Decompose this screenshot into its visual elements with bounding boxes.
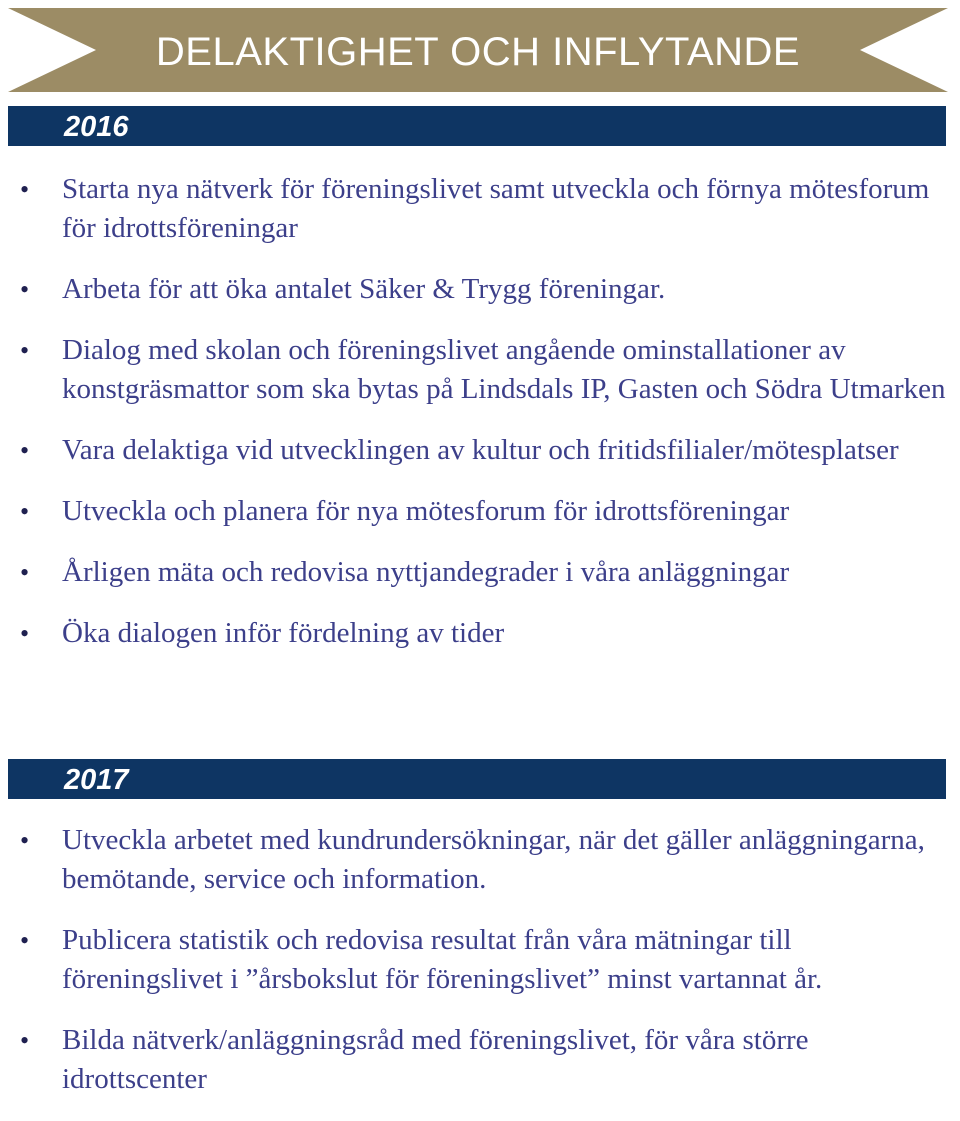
bullet-list-2017 (0, 821, 960, 1121)
title-banner (8, 8, 948, 92)
list-item (0, 821, 960, 899)
item-text: Öka dialogen inför fördelning av tider (62, 617, 505, 649)
page-title: DELAKTIGHET OCH INFLYTANDE (155, 30, 801, 74)
item-text: Utveckla arbetet med kundrundersökningar, när det gäller anläggningarna, bemötande, service och information. (62, 824, 925, 895)
item-text: Dialog med skolan och föreningslivet angående ominstallationer av konstgräsmattor som ska bytas på Lindsdals IP, Gasten och Södra Utmarken (62, 334, 946, 405)
item-text: Bilda nätverk/anläggningsråd med föreningslivet, för våra större idrottscenter (62, 1024, 809, 1095)
year-label: 2016 (64, 111, 129, 143)
list-item (0, 1021, 960, 1099)
list-item (0, 614, 960, 653)
bullet-icon: • (20, 436, 30, 465)
bullet-icon: • (20, 275, 30, 304)
list-item (0, 553, 960, 592)
list-item (0, 492, 960, 531)
list-item (0, 331, 960, 409)
bullet-icon: • (20, 558, 30, 587)
bullet-icon: • (20, 926, 30, 955)
bullet-icon: • (20, 175, 30, 204)
bullet-icon: • (20, 497, 30, 526)
bullet-icon: • (20, 826, 30, 855)
list-item (0, 170, 960, 248)
list-item (0, 431, 960, 470)
item-text: Arbeta för att öka antalet Säker & Trygg föreningar. (62, 273, 666, 305)
bullet-icon: • (20, 1026, 30, 1055)
year-header-2016 (8, 106, 946, 146)
item-text: Starta nya nätverk för föreningslivet samt utveckla och förnya mötesforum för idrottsföreningar (62, 173, 930, 244)
item-text: Vara delaktiga vid utvecklingen av kultur och fritidsfilialer/mötesplatser (62, 434, 899, 466)
bullet-list-2016 (0, 170, 960, 675)
item-text: Utveckla och planera för nya mötesforum för idrottsföreningar (62, 495, 790, 527)
item-text: Publicera statistik och redovisa resultat från våra mätningar till föreningslivet i ”årsbokslut för föreningslivet” minst vartannat år. (62, 924, 823, 995)
year-label: 2017 (64, 764, 129, 796)
list-item (0, 270, 960, 309)
list-item (0, 921, 960, 999)
bullet-icon: • (20, 336, 30, 365)
year-header-2017 (8, 759, 946, 799)
bullet-icon: • (20, 619, 30, 648)
item-text: Årligen mäta och redovisa nyttjandegrader i våra anläggningar (62, 556, 790, 588)
